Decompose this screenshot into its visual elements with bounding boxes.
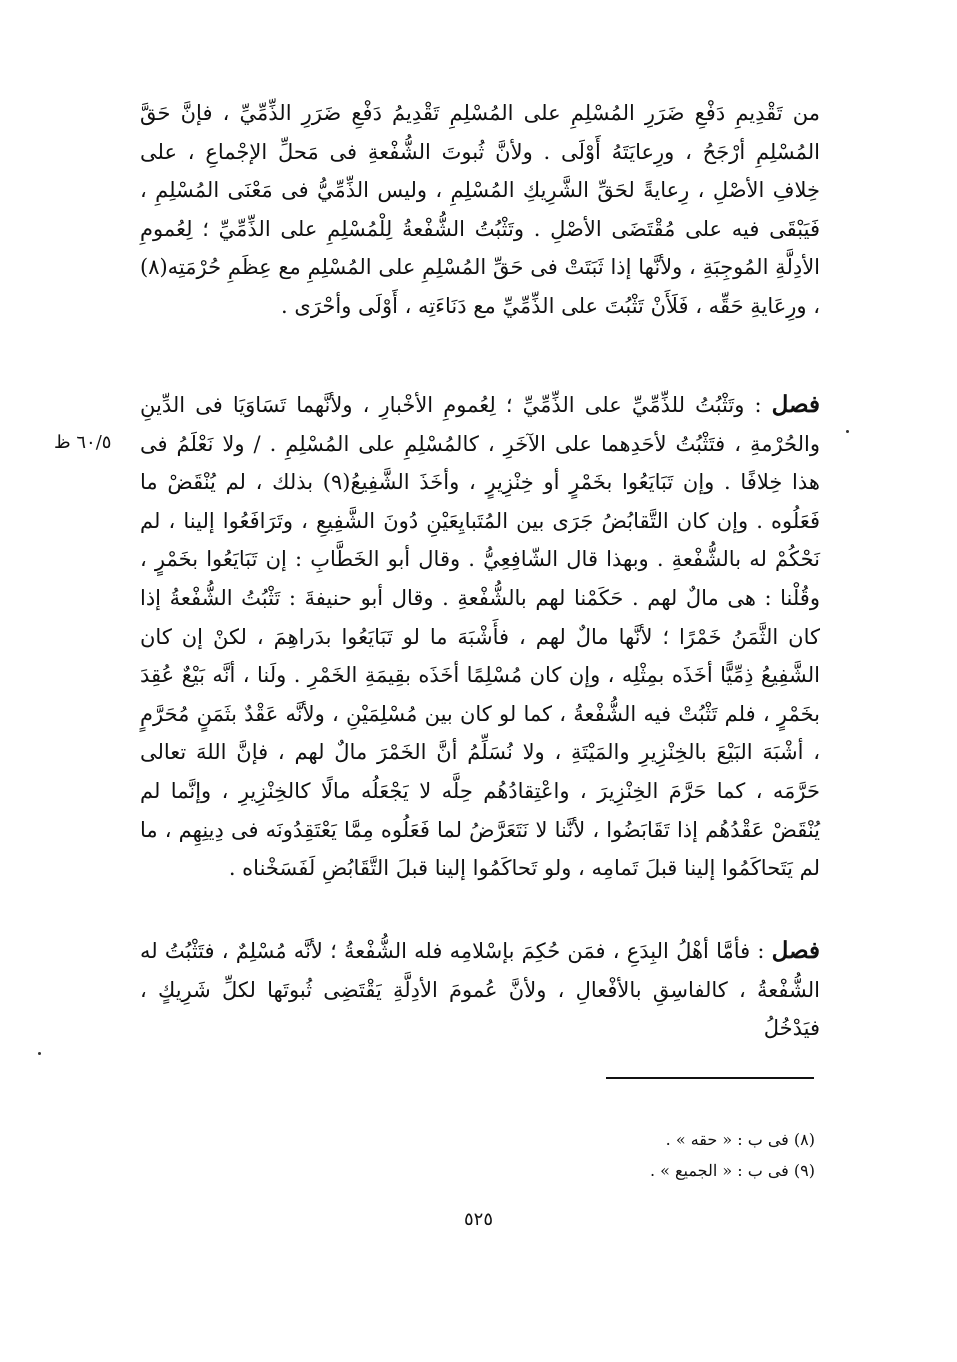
- scan-speck: [38, 1052, 41, 1055]
- paragraph-2-text: : وتَثْبُتُ للذِّمِّيِّ على الذِّمِّيِّ ؛ لِعُمومِ الأخْبارِ ، ولأنَّهما تَسَاوَيَا فى الدِّينِ والحُرْمةِ ، فتَثْبُتُ لأحَدِهما على الآخَرِ ، كالمُسْلِمِ على المُسْلِمِ . / ولا نَعْلَمُ فى هذا خِلافًا . وإن تَبَايَعُوا بخَمْرٍ أو خِنْزِيرٍ ، وأخَذَ الشَّفِيعُ(٩) بذلك ، لم يُنْقَضْ ما فَعَلُوه . وإن كان التَّقابُضُ جَرَى بين المُتَبايِعَيْنِ دُونَ الشَّفِيعِ ، وتَرَافَعُوا إلينا ، لم نَحْكُمْ له بالشُّفْعةِ . وبهذا قال الشّافِعِيُّ . وقال أبو الخَطَّابِ : إن تَبَايَعُوا بخَمْرٍ ، وقُلْنا : هى مالٌ لهم . حَكَمْنا لهم بالشُّفْعةِ . وقال أبو حنيفةَ : تَثْبُتُ الشُّفْعةُ إذا كان الثَّمَنُ خَمْرًا ؛ لأنَّها مالٌ لهم ، فأَشْبَهَ ما لو تَبَايَعُوا بدَراهِمَ ، لكنْ إن كان الشَّفِيعُ ذِمِّيًّا أخَذَه بمِثْلِه ، وإن كان مُسْلِمًا أخَذَه بقِيمَةِ الخَمْرِ . ولَنا ، أنَّه بَيْعٌ عُقِدَ بخَمْرٍ ، فلم تَثْبُتْ فيه الشُّفْعةُ ، كما لو كان بين مُسْلِمَيْنِ ، ولأنَّه عَقْدٌ بثَمَنٍ مُحَرَّمٍ ، أشْبَهَ البَيْعَ بالخِنْزِيرِ والمَيْتَةِ ، ولا نُسَلِّمُ أنَّ الخَمْرَ مالٌ لهم ، فإنَّ اللهَ تعالى حَرَّمَه ، كما حَرَّمَ الخِنْزِيرَ ، واعْتِقادُهُم حِلَّه لا يَجْعَلُه مالًا كالخِنْزِيرِ ، وإنَّما لم يُنْقَضْ عَقْدُهُم إذا تَقَابَضُوا ، لأنَّنا لا نَتَعَرَّضُ لما فَعَلُوه مِمَّا يَعْتَقِدُونَه فى دِينِهِم ، ما لم يَتَحاكَمُوا إلينا قبلَ تَمامِه ، ولو تَحاكَمُوا إلينا قبلَ التَّقَابُضِ لَفَسَخْناه .: [140, 393, 820, 881]
- paragraph-3: [140, 932, 820, 1048]
- paragraph-2: [140, 386, 820, 888]
- footnotes: [400, 1124, 815, 1186]
- footnote-separator: [606, 1077, 814, 1079]
- paragraph-1-text: من تَقْدِيمِ دَفْعِ ضَرَرِ المُسْلِمِ على المُسْلِمِ تَقْدِيمُ دَفْعِ ضَرَرِ الذِّمِّيِّ ، فإنَّ حَقَّ المُسْلِمِ أرْجَحُ ، ورِعايَتَهُ أَوْلَى . ولأنَّ ثُبوتَ الشُّفْعةِ فى مَحلِّ الإجْماعِ ، على خِلافِ الأصْلِ ، رِعايةً لحَقِّ الشَّرِيكِ المُسْلِمِ ، وليس الذِّمِّيُّ فى مَعْنَى المُسْلِمِ ، فَيَبْقَى فيه على مُقْتَضَى الأصْلِ . وتَثْبُتُ الشُّفْعةُ لِلْمُسْلِمِ على الذِّمِّيِّ ؛ لِعُمومِ الأدِلَّةِ المُوجِبَةِ ، ولأنَّها إذا ثَبَتَتْ فى حَقِّ المُسْلِمِ على المُسْلِمِ مع عِظَمِ حُرْمَتِه(٨) ، ورِعَايةِ حَقِّه ، فَلَأَنْ تَثْبُتَ على الذِّمِّيِّ مع دَنَاءَتِه ، أَوْلَى وأحْرَى .: [140, 101, 820, 318]
- manuscript-folio-note: ٦٠/٥ ظ: [54, 432, 112, 453]
- page-number: ٥٢٥: [463, 1209, 493, 1230]
- footnote-9: (٩) فى ب : « الجميع » .: [649, 1161, 815, 1180]
- footnote-8: (٨) فى ب : « حقه » .: [665, 1130, 815, 1149]
- paragraph-1: [140, 94, 820, 326]
- section-heading-fasl: فصل: [771, 937, 820, 964]
- scan-speck: [846, 430, 849, 433]
- paragraph-3-text: : فأمَّا أهْلُ البِدَعِ ، فمَن حُكِمَ بإسْلامِه فله الشُّفْعةُ ؛ لأنَّه مُسْلِمٌ ، فتَثْبُتُ له الشُّفْعةُ ، كالفاسِقِ بالأفْعالِ ، ولأنَّ عُمومَ الأدِلَّةِ يَقْتَضِى ثُبوتَها لكلِّ شَرِيكٍ ، فيَدْخُلُ: [140, 939, 820, 1041]
- section-heading-fasl: فصل: [771, 391, 820, 418]
